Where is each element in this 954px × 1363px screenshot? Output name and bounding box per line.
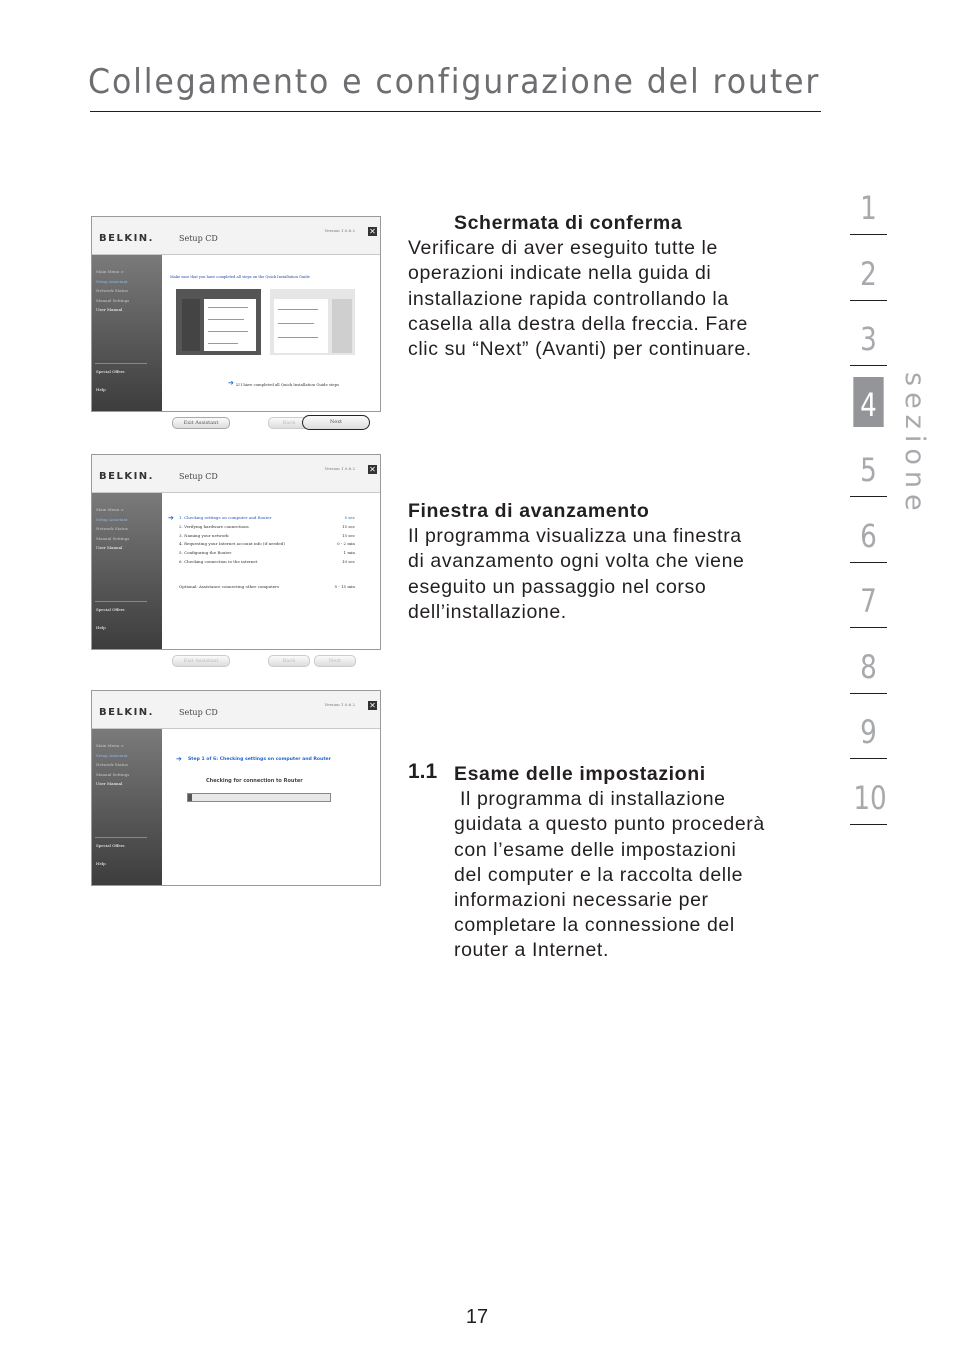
section-tab-10[interactable]: 10 [850,770,887,834]
text-line: informazioni necessarie per [454,889,709,912]
text-line: Verificare di aver eseguito tutte le [408,237,718,260]
text-line: clic su “Next” (Avanti) per continuare. [408,338,752,361]
step-row: 6. Checking connection to the internet 10 sec [179,558,355,564]
arrow-icon: ➔ [176,756,182,763]
text-line: router a Internet. [454,939,609,962]
checking-status: Checking for connection to Router [206,778,303,784]
exit-assistant-button[interactable]: Exit Assistant [172,655,230,667]
progress-bar-fill [188,794,192,801]
menu-special-offers[interactable]: Special Offers [96,607,125,612]
text-line: guidata a questo punto procederà [454,813,765,836]
version-label: Version 1.0.6.2 [324,702,355,707]
text-line: del computer e la raccolta delle [454,863,744,886]
optional-step-row: Optional: Assistance connecting other computers 5 - 15 min [179,583,355,589]
menu-help[interactable]: Help [96,386,106,392]
next-button[interactable]: Next [302,415,370,430]
menu-main[interactable]: Main Menu > [96,269,124,274]
side-menu [92,493,162,649]
belkin-logo: BELKIN. [99,471,154,482]
text-line: casella alla destra della freccia. Fare [408,312,748,335]
progress-content [162,493,380,664]
section-tab-3[interactable]: 3 [850,311,887,375]
text-line: di avanzamento ogni volta che viene [408,550,745,573]
step-list [179,515,355,593]
menu-setup-assistant[interactable]: Setup Assistant [96,278,128,284]
menu-network-status[interactable]: Network Status [96,526,128,531]
text-line: Il programma di installazione [454,788,726,811]
screenshot-confirm [91,216,381,426]
text-line: Il programma visualizza una finestra [408,525,742,548]
app-title: Setup CD [179,708,218,717]
step-row: 5. Configuring the Router 1 min [179,550,355,556]
step-number: 1.1 [408,760,438,783]
belkin-logo: BELKIN. [99,233,154,244]
confirm-heading-text: Schermata di conferma [454,212,683,234]
app-title: Setup CD [179,234,218,243]
back-button[interactable]: Back [268,655,310,667]
arrow-icon: ➔ [228,380,234,387]
app-title: Setup CD [179,472,218,481]
page-number: 17 [465,1306,489,1328]
section-tab-4[interactable]: 4 [850,377,887,441]
menu-network-status[interactable]: Network Status [96,288,128,293]
section-tab-8[interactable]: 8 [850,639,887,703]
version-label: Version 1.0.6.2 [324,466,355,471]
page-title: Collegamento e configurazione del router [88,62,821,102]
menu-setup-assistant[interactable]: Setup Assistant [96,516,128,522]
window-header [92,455,380,493]
screenshot-checking [91,690,381,886]
menu-setup-assistant[interactable]: Setup Assistant [96,752,128,758]
next-button[interactable]: Next [314,655,356,667]
guide-thumbnail-2 [270,289,355,355]
menu-manual-settings[interactable]: Manual Settings [96,535,130,541]
side-menu [92,255,162,411]
section-tab-7[interactable]: 7 [850,573,887,637]
screenshot-progress [91,454,381,664]
step-row: 4. Requesting your Internet account info (if needed) 0 - 2 min [179,541,355,547]
progress-heading-text: Finestra di avanzamento [408,500,650,522]
belkin-logo: BELKIN. [99,707,154,718]
text-line: eseguito un passaggio nel corso [408,575,707,598]
checking-content [162,729,380,885]
completed-checkbox[interactable]: ☑ I have completed all Quick Installation Guide steps [236,382,339,387]
back-button[interactable]: Back [268,417,310,429]
menu-help[interactable]: Help [96,624,106,630]
close-icon[interactable]: ✕ [369,227,376,236]
side-menu [92,729,162,885]
menu-user-manual[interactable]: User Manual [96,307,123,312]
section-tab-6[interactable]: 6 [850,508,887,572]
section-tab-1[interactable]: 1 [850,180,887,244]
menu-manual-settings[interactable]: Manual Settings [96,297,130,303]
confirm-heading: Make sure that you have completed all steps on the Quick Installation Guide [170,275,310,279]
step-row: 1. Checking settings on computer and Router 5 sec [179,515,355,520]
step-section [454,762,814,964]
menu-main[interactable]: Main Menu > [96,507,124,512]
step-indicator: Step 1 of 6: Checking settings on computer and Router [188,757,331,762]
menu-manual-settings[interactable]: Manual Settings [96,771,130,777]
text-line: dell’installazione. [408,600,567,623]
window-header [92,691,380,729]
confirm-content [162,255,380,426]
version-label: Version 1.0.6.2 [324,228,355,233]
title-rule [90,111,821,112]
section-label: sezione [899,372,930,517]
guide-thumbnail-1 [176,289,261,355]
menu-user-manual[interactable]: User Manual [96,545,123,550]
menu-network-status[interactable]: Network Status [96,762,128,767]
close-icon[interactable]: ✕ [369,701,376,710]
text-line: operazioni indicate nella guida di [408,262,712,285]
menu-special-offers[interactable]: Special Offers [96,843,125,848]
exit-assistant-button[interactable]: Exit Assistant [172,417,230,429]
text-line: installazione rapida controllando la [408,287,729,310]
section-tab-9[interactable]: 9 [850,704,887,768]
current-step-arrow-icon: ➔ [168,515,174,522]
text-line: con l’esame delle impostazioni [454,838,737,861]
progress-section [408,499,808,625]
confirm-section [408,211,808,362]
window-header [92,217,380,255]
step-row: 3. Naming your network 15 sec [179,532,355,538]
section-tab-2[interactable]: 2 [850,246,887,310]
step-heading-text: Esame delle impostazioni [454,763,706,785]
close-icon[interactable]: ✕ [369,465,376,474]
menu-user-manual[interactable]: User Manual [96,781,123,786]
menu-special-offers[interactable]: Special Offers [96,369,125,374]
section-tab-5[interactable]: 5 [850,442,887,506]
menu-help[interactable]: Help [96,860,106,866]
progress-bar [187,793,331,802]
menu-main[interactable]: Main Menu > [96,743,124,748]
step-row: 2. Verifying hardware connections 15 sec [179,523,355,529]
text-line: completare la connessione del [454,914,735,937]
